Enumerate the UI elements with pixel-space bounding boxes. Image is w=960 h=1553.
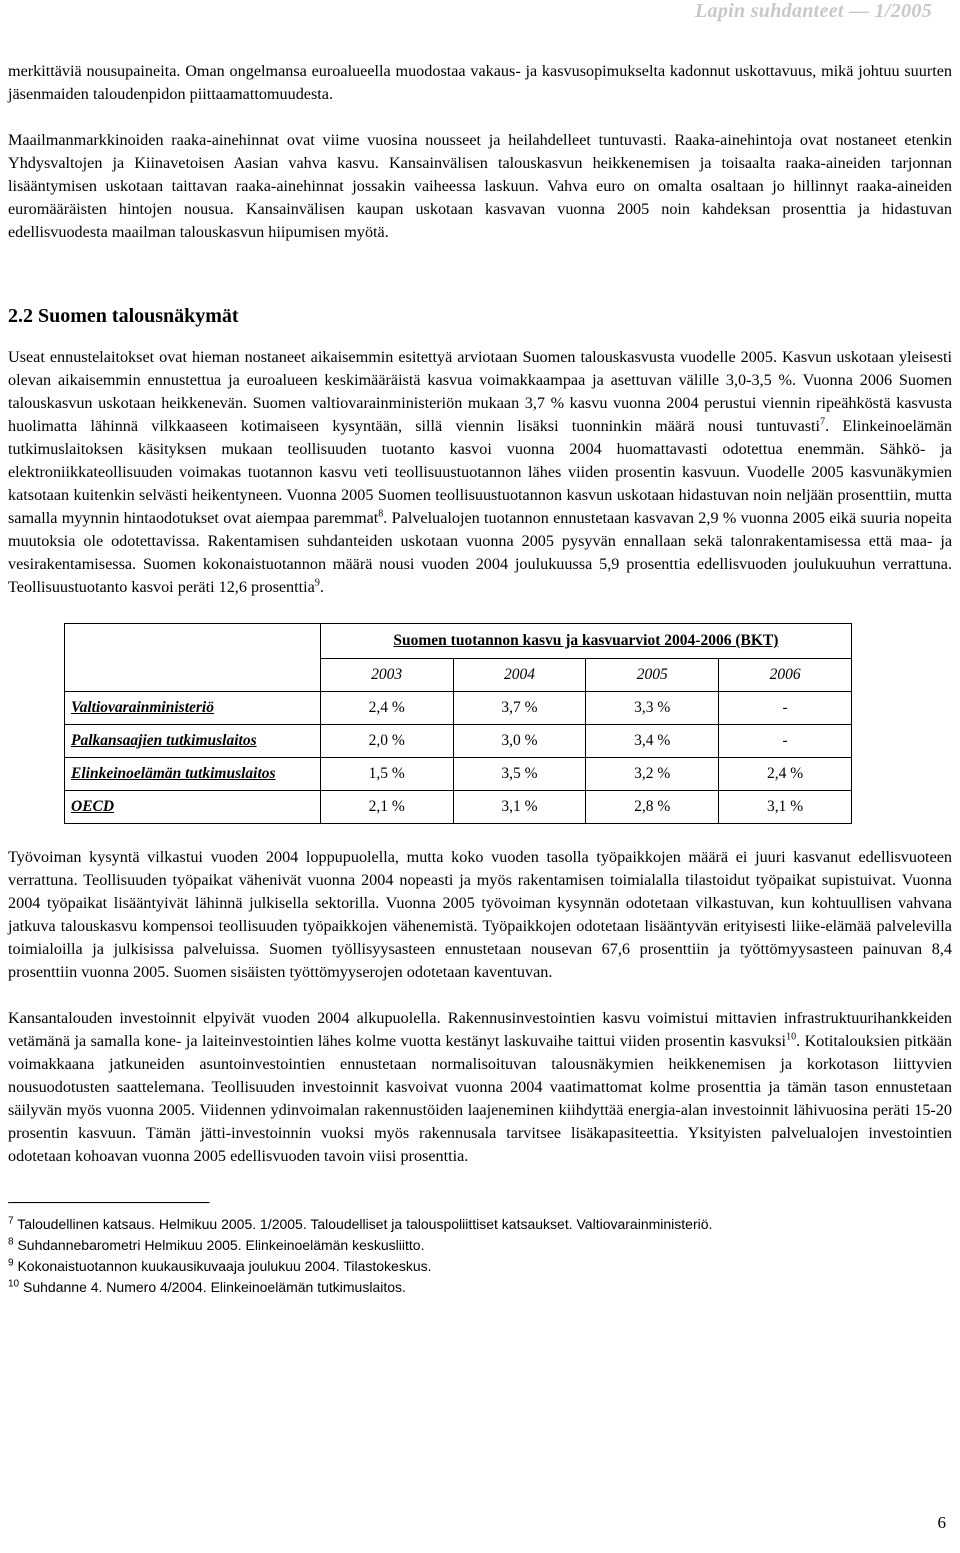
paragraph-outlook: [8, 346, 952, 599]
table-cell: 3,2 %: [586, 758, 719, 791]
footnote-ref-8[interactable]: 8: [378, 508, 384, 520]
outlook-text-4: .: [319, 578, 324, 596]
growth-table: [64, 623, 852, 824]
table-row-label: OECD: [65, 791, 321, 824]
table-cell: 2,1 %: [320, 791, 453, 824]
table-header-row: [65, 659, 852, 692]
table-cell: 3,7 %: [453, 692, 586, 725]
table-cell: 3,1 %: [719, 791, 852, 824]
footnote-ref-7[interactable]: 7: [820, 416, 826, 428]
table-cell: 2,0 %: [320, 725, 453, 758]
table-cell: -: [719, 725, 852, 758]
table-row-label: Valtiovarainministeriö: [65, 692, 321, 725]
table-row: [65, 692, 852, 725]
table-cell: 2,8 %: [586, 791, 719, 824]
table-row-label: Elinkeinoelämän tutkimuslaitos: [65, 758, 321, 791]
table-cell: 3,0 %: [453, 725, 586, 758]
table-caption-row: [65, 624, 852, 659]
table-caption: Suomen tuotannon kasvu ja kasvuarviot 2004-2006 (BKT): [320, 624, 851, 659]
table-cell: 2,4 %: [719, 758, 852, 791]
growth-table-container: [64, 623, 852, 824]
table-row: [65, 791, 852, 824]
outlook-text-1: Useat ennustelaitokset ovat hieman nostaneet aikaisemmin esitettyä arviotaan Suomen talouskasvusta vuodelle 2005. Kasvun uskotaan yleisesti olevan aikaisemmin ennustettua ja euroalueen keskimääräistä kasvua voimakkaampaa ja asettuvan välille 3,0-3,5 %. Vuonna 2006 Suomen talouskasvun uskotaan heikkenevän. Suomen valtiovarainministeriön mukaan 3,7 % kasvu vuonna 2004 perustui viennin ripeähköstä kasvusta huolimatta lähinnä vilkkaaseen kotimaiseen kysyntään, sillä viennin lisäksi tuonninkin määrä nousi tuntuvasti: [8, 348, 952, 435]
footnote-number: 9: [8, 1257, 14, 1269]
footnote-text: Suhdanne 4. Numero 4/2004. Elinkeinoelämän tutkimuslaitos.: [23, 1279, 406, 1295]
footnotes: [8, 1214, 952, 1298]
table-row-label: Palkansaajien tutkimuslaitos: [65, 725, 321, 758]
document-body: [8, 60, 952, 1298]
investment-text-1: Kansantalouden investoinnit elpyivät vuoden 2004 alkupuolella. Rakennusinvestointien kasvu voimistui mittavien infrastruktuurihankkeiden vetämänä ja samalla kone- ja laiteinvestointien lähes kolme vuotta kestänyt laskuvaihe taittui viiden prosentin kasvuksi: [8, 1009, 952, 1050]
footnote-ref-9[interactable]: 9: [314, 577, 320, 589]
footnote: [8, 1235, 952, 1256]
paragraph-labour: Työvoiman kysyntä vilkastui vuoden 2004 loppupuolella, mutta koko vuoden tasolla työpaikkojen määrä ei juuri kasvanut edellisvuoteen verrattuna. Teollisuuden työpaikat vähenivät vuonna 2004 nopeasti ja myös rakentamisen toimialalla tilastoidut työpaikat supistuivat. Vuonna 2004 työpaikat lisääntyivät lähinnä julkisella sektorilla. Vuonna 2005 työvoiman kysynnän odotetaan vilkastuvan, kun kohtuullisen vahvana jatkuva talouskasvu kompensoi teollisuuden työpaikkojen vähenemistä. Työpaikkojen odotetaan lisääntyvän erityisesti liike-elämää palvelevilla toimialoilla ja julkisissa palveluissa. Suomen työllisyysasteen ennustetaan nousevan 67,6 prosenttiin ja työttömyysasteen painuvan 8,4 prosenttiin vuonna 2005. Suomen sisäisten työttömyyserojen odotetaan kaventuvan.: [8, 848, 952, 981]
outlook-text-2: . Elinkeinoelämän tutkimuslaitoksen käsityksen mukaan teollisuuden tuotanto kasvoi vuonna 2004 huomattavasti odotettua enemmän. Sähkö- ja elektroniikkateollisuuden voimakas tuotannon kasvu veti teollisuustuotannon lähes viiden prosentin kasvuun. Vuodelle 2005 kasvunäkymien katsotaan kuitenkin selvästi heikentyneen. Vuonna 2005 Suomen teollisuustuotannon kasvun uskotaan hidastuvan noin neljään prosenttiin, mutta samalla myynnin hintaodotukset ovat aiempaa paremmat: [8, 417, 952, 527]
table-cell: 3,4 %: [586, 725, 719, 758]
investment-text-2: . Kotitalouksien pitkään voimakkaana jatkuneiden asuntoinvestointien ennustetaan normalisoituvan talousnäkymien heikkenemisen ja korkotason liittyvien nousuodotusten saattelemana. Teollisuuden investoinnit kasvoivat vuonna 2004 vaatimattomat kolme prosenttia ja tämän tason ennustetaan säilyvän myös vuonna 2005. Viidennen ydinvoimalan rakennustöiden laajeneminen kiihdyttää energia-alan investoinnit lähivuosina peräti 15-20 prosentin kasvuun. Tämän jätti-investoinnin vuoksi myös rakennusala tarvitsee lisäkapasiteettia. Yksityisten palvelualojen investointien odotetaan kohoavan vuonna 2005 edellisvuoden tavoin viisi prosenttia.: [8, 1032, 952, 1165]
footnote-text: Suhdannebarometri Helmikuu 2005. Elinkeinoelämän keskusliitto.: [17, 1237, 425, 1253]
page-number: 6: [937, 1513, 946, 1532]
paragraph-raw-materials: Maailmanmarkkinoiden raaka-ainehinnat ovat viime vuosina nousseet ja heilahdelleet tuntuvasti. Raaka-ainehintoja ovat nostaneet etenkin Yhdysvaltojen ja Kiinavetoisen Aasian vahva kasvu. Kansainvälisen talouskasvun heikkenemisen ja toisaalta raaka-aineiden tarjonnan lisääntymisen uskotaan taittavan raaka-ainehinnat jossakin vaiheessa laskuun. Vahva euro on omalta osaltaan jo hillinnyt raaka-aineiden euromääräisten hintojen nousua. Kansainvälisen kaupan uskotaan kasvavan vuonna 2005 noin kahdeksan prosenttia ja hidastuvan edellisvuodesta maailman talouskasvun hiipumisen myötä.: [8, 131, 952, 241]
table-cell: 3,3 %: [586, 692, 719, 725]
table-row: [65, 758, 852, 791]
table-cell: 2,4 %: [320, 692, 453, 725]
table-cell: -: [719, 692, 852, 725]
paragraph-intro: merkittäviä nousupaineita. Oman ongelmansa euroalueella muodostaa vakaus- ja kasvusopimukselta kadonnut uskottavuus, mikä johtuu suurten jäsenmaiden taloudenpidon piittaamattomuudesta.: [8, 62, 952, 103]
table-row: [65, 725, 852, 758]
footnote-text: Kokonaistuotannon kuukausikuvaaja joulukuu 2004. Tilastokeskus.: [17, 1258, 432, 1274]
table-header-year: 2005: [586, 659, 719, 692]
footnote-number: 8: [8, 1236, 14, 1248]
footnote: [8, 1256, 952, 1277]
footnote-ref-10[interactable]: 10: [786, 1031, 797, 1043]
table-header-year: 2006: [719, 659, 852, 692]
page-header-title: Lapin suhdanteet — 1/2005: [695, 0, 932, 22]
footnote-number: 10: [8, 1278, 20, 1290]
table-header-year: 2003: [320, 659, 453, 692]
table-header-year: 2004: [453, 659, 586, 692]
outlook-text-3: . Palvelualojen tuotannon ennustetaan kasvavan 2,9 % vuonna 2005 eikä suuria nopeita muutoksia ole odotettavissa. Rakentamisen suhdanteiden uskotaan vuonna 2005 pysyvän ennallaan sekä talonrakentamisessa että maa- ja vesirakentamisessa. Suomen kokonaistuotannon määrä nousi vuoden 2004 joulukuussa 5,9 prosenttia edellisvuoden joulukuuhun verrattuna. Teollisuustuotanto kasvoi peräti 12,6 prosenttia: [8, 509, 952, 596]
section-heading: 2.2 Suomen talousnäkymät: [8, 305, 239, 327]
table-cell: 3,1 %: [453, 791, 586, 824]
footnote: [8, 1277, 952, 1298]
paragraph-investment: [8, 1007, 952, 1168]
table-cell: 3,5 %: [453, 758, 586, 791]
footnote: [8, 1214, 952, 1235]
footnote-number: 7: [8, 1215, 14, 1227]
table-cell: 1,5 %: [320, 758, 453, 791]
footnote-text: Taloudellinen katsaus. Helmikuu 2005. 1/2005. Taloudelliset ja talouspoliittiset katsaukset. Valtiovarainministeriö.: [17, 1216, 713, 1232]
